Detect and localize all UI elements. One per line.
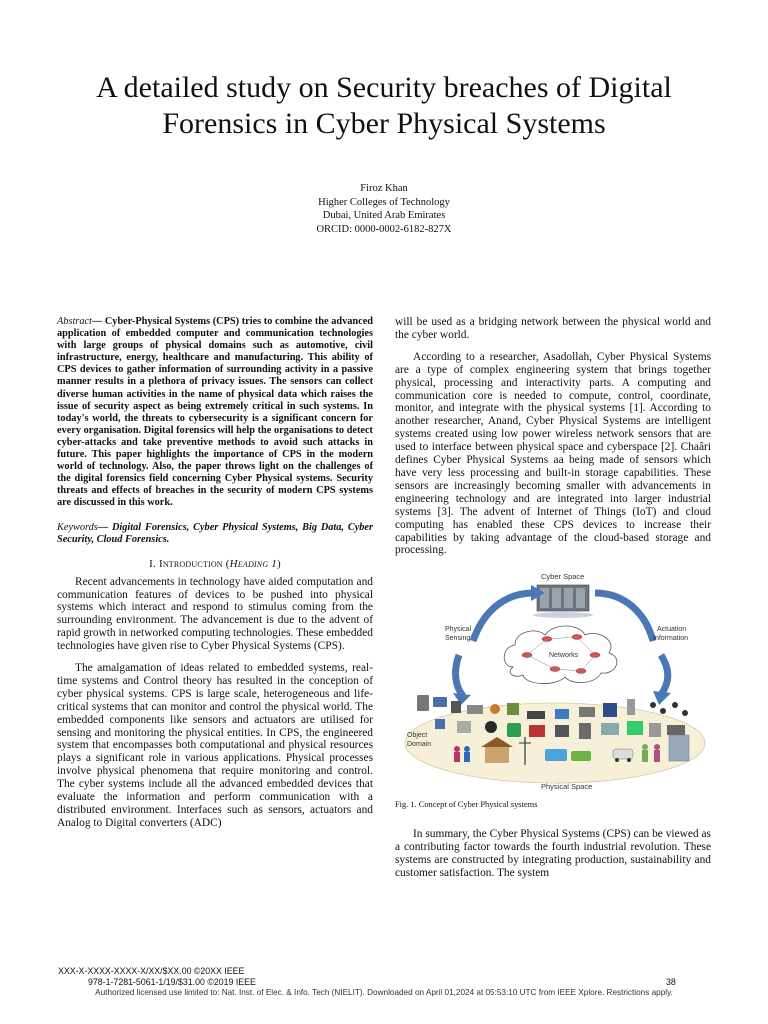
label-networks: Networks [549, 652, 579, 660]
author-name: Firoz Khan [360, 183, 408, 194]
arrow-to-actuation [595, 593, 653, 641]
section-number: I. [149, 557, 156, 570]
keywords-lead: Keywords [57, 521, 98, 533]
paper-title [40, 70, 728, 142]
footer-id-line-1: XXX-X-XXXX-XXXX-X/XX/$XX.00 ©20XX IEEE [58, 966, 245, 976]
author-block [184, 182, 584, 236]
right-continuation-paragraph: will be used as a bridging network between the physical world and the cyber world. [395, 316, 711, 341]
arrow-down-right [661, 655, 668, 695]
footer-identifiers [58, 966, 256, 988]
abstract-text: — Cyber-Physical Systems (CPS) tries to combine the advanced application of embedded computer and communication technologies with large groups of physical domains such as automotive, civil infrastructure, energy, healthcare and manufacturing. This ability of CPS devices to gather information of surrounding activity in a passive manner results in a plethora of privacy issues. The sensors can collect diverse human activities in the name of physical data which raises the issue of security aspect as being extremely critical in such systems. In today's world, the threats to cybersecurity is a significant concern for every organisation. Digital forensics will help the organisations to detect cyber-attacks and take preventive methods to avoid such attacks in future. This paper highlights the importance of CPS in the modern world of technology. Also, the paper throws light on the challenges of the digital forensics field concerning Cyber Physical systems. Security threats and effects of breaches in the security of modern CPS systems are discussed in this work. [57, 316, 373, 509]
abstract-lead: Abstract [57, 316, 92, 327]
label-physical-sensing-2: Sensing [445, 635, 471, 643]
right-paragraph-3: In summary, the Cyber Physical Systems (CPS) can be viewed as a contributing factor towards the fourth industrial revolution. These systems are constructed by integrating production, sustainability and customer satisfaction. The system [395, 828, 711, 879]
author-orcid: ORCID: 0000-0002-6182-827X [316, 223, 452, 235]
keywords-text: — Digital Forensics, Cyber Physical Systems, Big Data, Cyber Security, Cloud Forensics. [57, 521, 373, 545]
label-object-domain-1: Object [407, 732, 428, 740]
intro-paragraph-2: The amalgamation of ideas related to embedded systems, real-time systems and Control theory has resulted in the conception of cyber physical systems. CPS is large scale, heterogeneous and life-critical systems that can monitor and control the physical world. The embedded components like sensors and actuators are utilised for sensing and monitoring the physical entities. In CPS, the engineered system that encompasses both computational and physical resources plays a significant role in various applications. Physical processes involve physical phenomena that require monitoring and control. The cyber systems include all the advanced embedded devices that evaluate the information and perform communication with a distributed environment. Interfaces such as sensors, actuators and Analog to Digital converters (ADC) [57, 662, 373, 829]
server-rack-icon [533, 585, 593, 618]
license-notice: Authorized licensed use limited to: Nat. Inst. of Elec. & Info. Tech (NIELIT). Downloaded on April 01,2024 at 05:53:10 UTC from IEEE Xplore. Restrictions apply. [95, 988, 673, 997]
section-heading-note: Heading 1 [229, 557, 277, 570]
figure-caption: Fig. 1. Concept of Cyber Physical systems [395, 800, 538, 810]
title-line-2: Forensics in Cyber Physical Systems [162, 107, 606, 140]
label-cyber-space: Cyber Space [541, 572, 585, 582]
cps-diagram [395, 571, 711, 797]
label-actuation-1: Actuation [657, 626, 687, 634]
section-title: Introduction [158, 557, 223, 570]
cps-concept-figure [395, 571, 711, 797]
arrowhead-right [653, 691, 671, 705]
right-paragraph-2: According to a researcher, Asadollah, Cyber Physical Systems are a type of complex engineering system that brings together physical, processing and interactivity parts. A computing and communication core is needed to compute, control, coordinate, monitor, and integrate with the physical systems [1]. According to another researcher, Anand, Cyber Physical Systems are intelligent systems created using low power wireless network sensors that are used to interface between physical space and cyberspace [2]. Chaâri defines Cyber Physical Systems aa being made of sensors which have very less processing and built-in storage capabilities. These sensors are increasingly becoming smaller with advancements in engineering technology and are integrated into larger industrial systems [3]. The advent of Internet of Things (IoT) and cloud computing has enabled these CPS devices to increase their capabilities by taking advantage of the cloud-based storage and processing. [395, 350, 711, 557]
author-location: Dubai, United Arab Emirates [322, 210, 446, 221]
left-column [57, 316, 373, 830]
title-line-1: A detailed study on Security breaches of Digital [96, 71, 672, 104]
author-affiliation: Higher Colleges of Technology [318, 196, 450, 208]
label-physical-sensing-1: Physical [445, 626, 472, 634]
keywords [57, 522, 373, 546]
label-object-domain-2: Domain [407, 741, 432, 749]
footer-id-line-2: 978-1-7281-5061-1/19/$31.00 ©2019 IEEE [88, 977, 256, 987]
label-physical-space: Physical Space [541, 782, 593, 792]
label-actuation-2: Information [653, 635, 689, 643]
right-column [395, 316, 711, 880]
section-heading-introduction: I. Introduction (Heading 1) [149, 557, 281, 570]
page-number: 38 [666, 977, 676, 987]
arrow-down-left [456, 655, 463, 696]
abstract [57, 316, 373, 510]
intro-paragraph-1: Recent advancements in technology have aided computation and communication features of devices to be pushed into physical systems which interact and respond to stimulus coming from the surrounding environment. The advancement is due to the advent of rapid growth in networked computing technologies. These embedded technologies have given rise to Cyber Physical Systems (CPS). [57, 575, 373, 653]
